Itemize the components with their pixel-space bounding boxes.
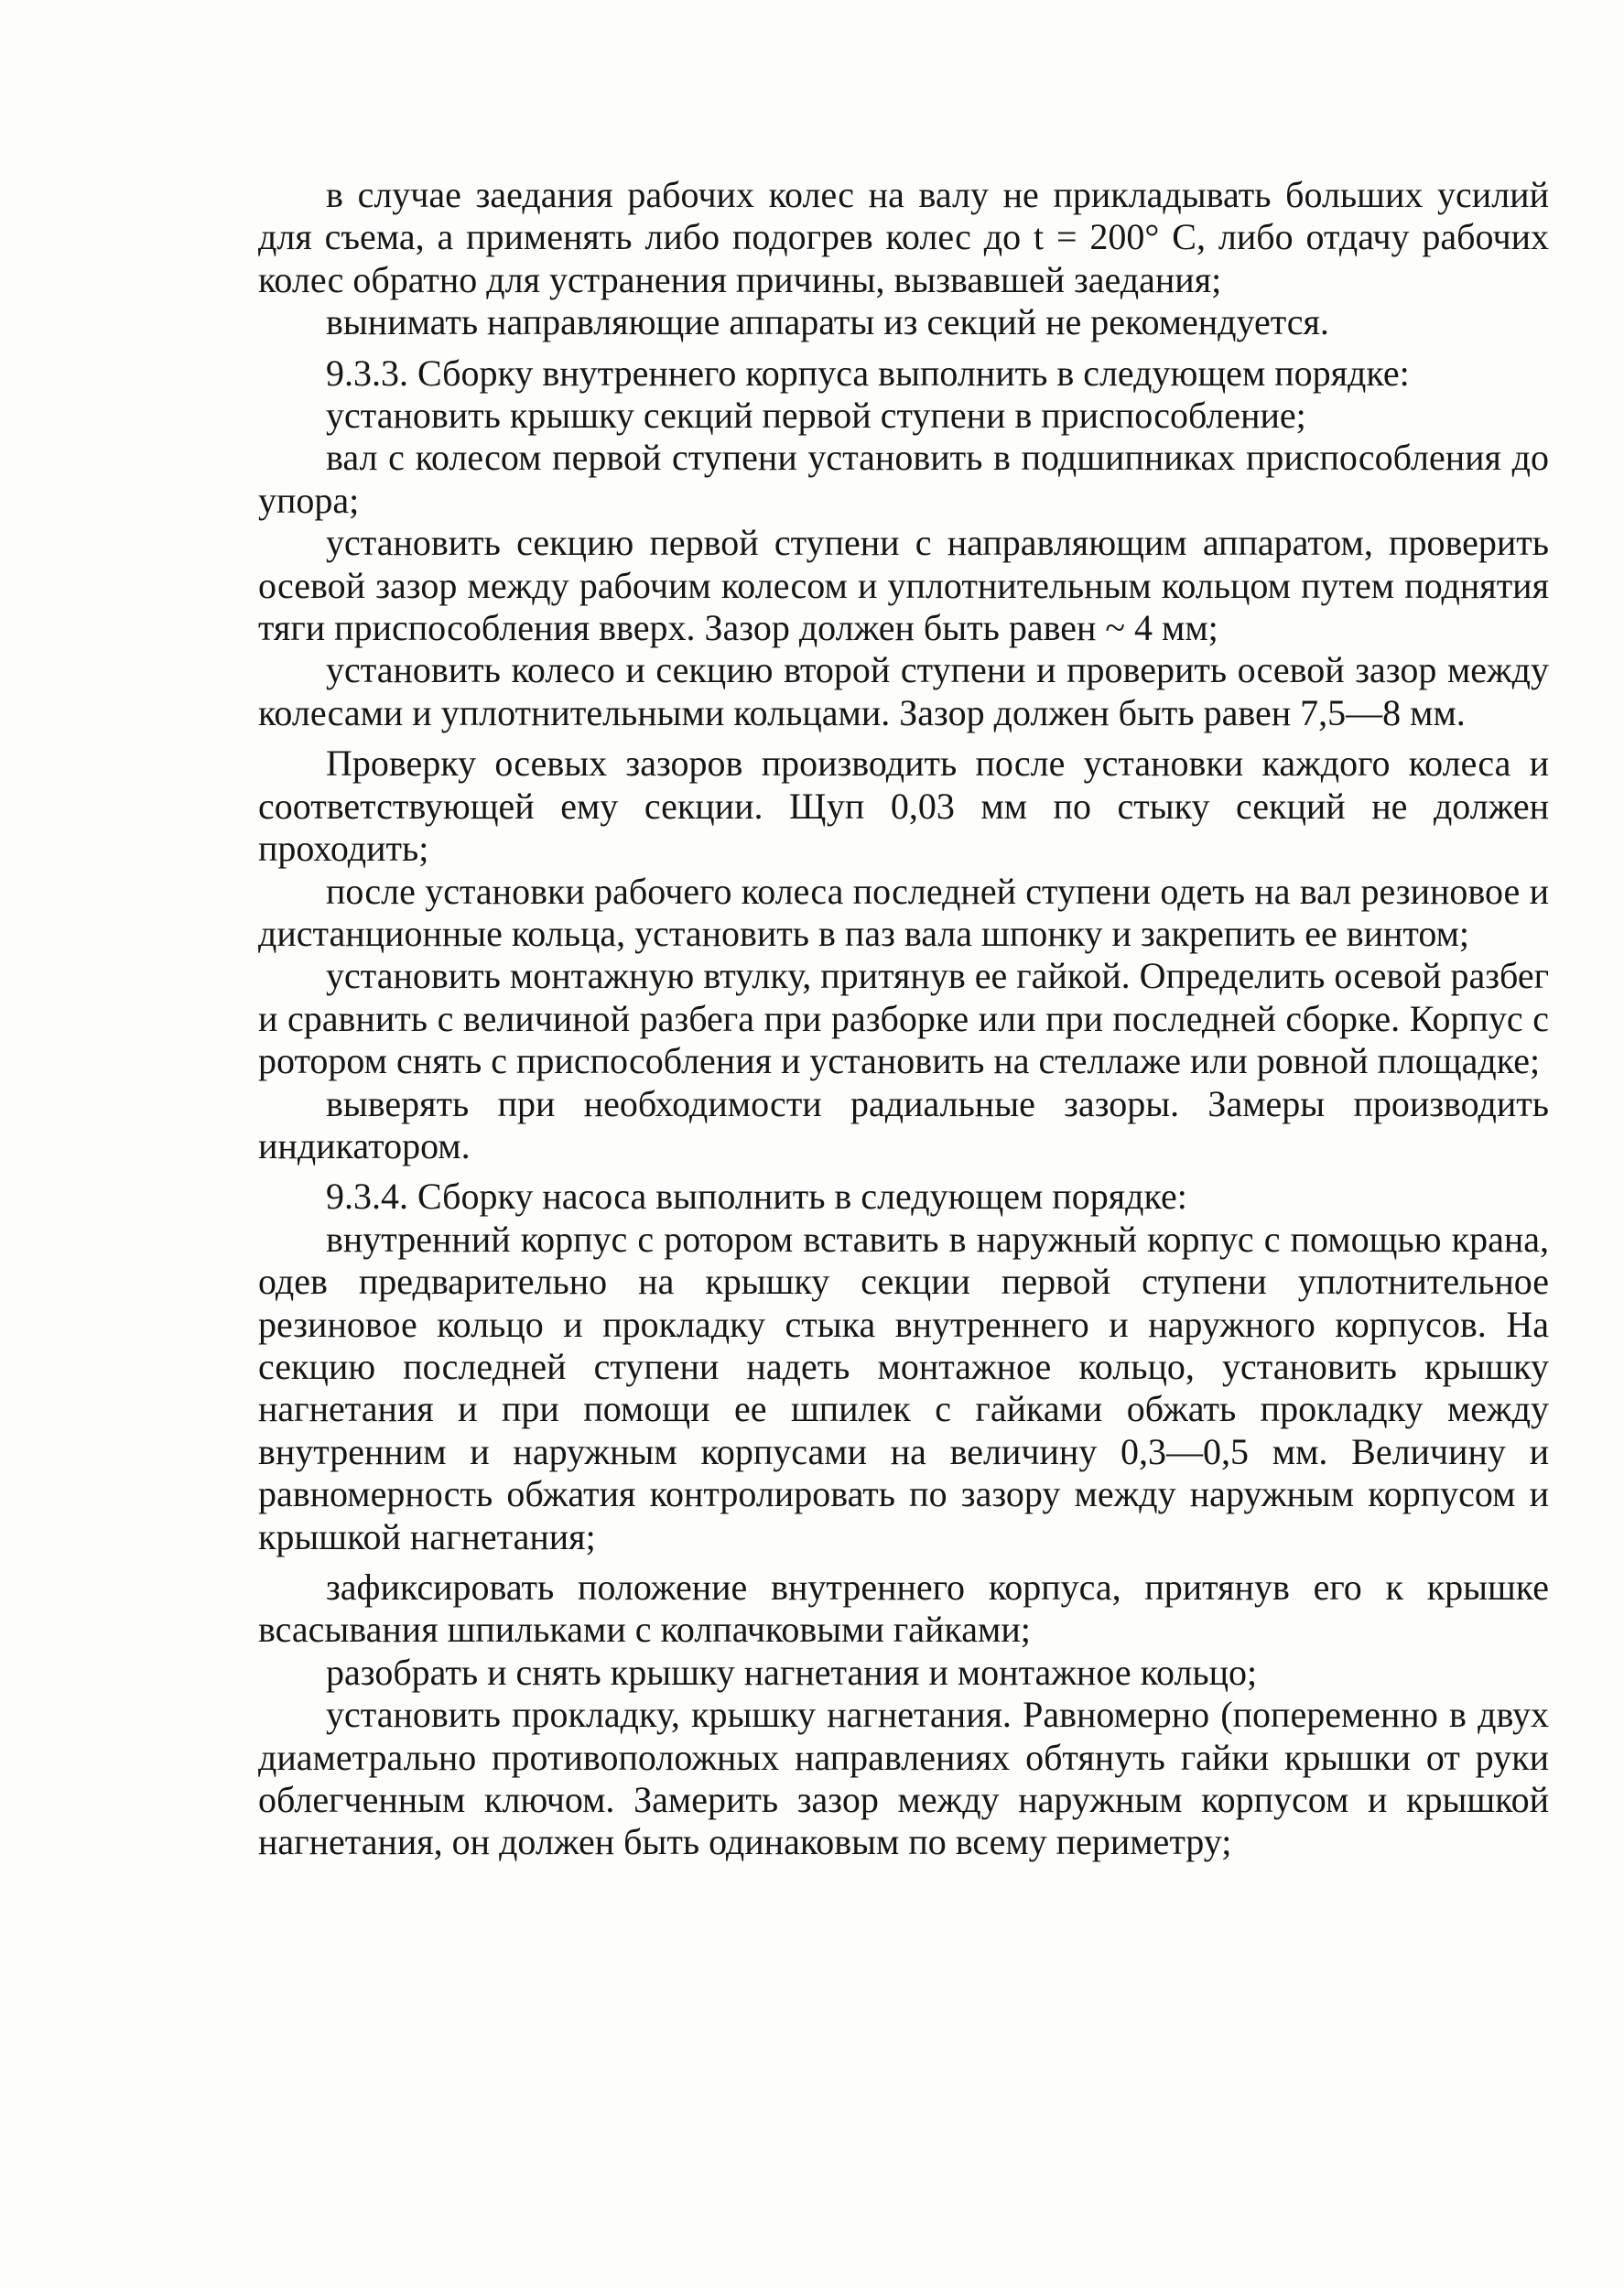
paragraph-15: разобрать и снять крышку нагнетания и монтажное кольцо; [326, 1651, 1258, 1693]
paragraph-14: зафиксировать положение внутреннего корпуса, притянув его к крышке всасывания шпильками с колпачковыми гайками; [258, 1567, 1549, 1651]
paragraph-3-section-9-3-3: 9.3.3. Сборку внутреннего корпуса выполнить в следующем порядке: [326, 352, 1410, 394]
paragraph-9: после установки рабочего колеса последней ступени одеть на вал резиновое и дистанционные кольца, установить в паз вала шпонку и закрепить ее винтом; [258, 870, 1549, 954]
body-text [258, 174, 1549, 1864]
paragraph-1: в случае заедания рабочих колес на валу не прикладывать больших усилий для съема, а применять либо подогрев колес до t = 200° С, либо отдачу рабочих колес обратно для устранения причины, вызвавшей заедания; [258, 174, 1549, 300]
paragraph-8: Проверку осевых зазоров производить после установки каждого колеса и соответствующей ему секции. Щуп 0,03 мм по стыку секций не должен проходить; [258, 743, 1549, 870]
paragraph-4: установить крышку секций первой ступени в приспособление; [326, 395, 1306, 437]
paragraph-7: установить колесо и секцию второй ступени и проверить осевой зазор между колесами и уплотнительными кольцами. Зазор должен быть равен 7,5—8 мм. [258, 649, 1549, 733]
paragraph-11: выверять при необходимости радиальные зазоры. Замеры производить индикатором. [258, 1082, 1549, 1166]
paragraph-16: установить прокладку, крышку нагнетания. Равномерно (попеременно в двух диаметрально противоположных направлениях обтянуть гайки крышки от руки облегченным ключом. Замерить зазор между наружным корпусом и крышкой нагнетания, он должен быть одинаковым по всему периметру; [258, 1694, 1549, 1863]
paragraph-6: установить секцию первой ступени с направляющим аппаратом, проверить осевой зазор между рабочим колесом и уплотнительным кольцом путем поднятия тяги приспособления вверх. Зазор должен быть равен ~ 4 мм; [258, 522, 1549, 649]
paragraph-13: внутренний корпус с ротором вставить в наружный корпус с помощью крана, одев предварительно на крышку секции первой ступени уплотнительное резиновое кольцо и прокладку стыка внутреннего и наружного корпусов. На секцию последней ступени надеть монтажное кольцо, установить крышку нагнетания и при помощи ее шпилек с гайками обжать прокладку между внутренним и наружным корпусами на величину 0,3—0,5 мм. Величину и равномерность обжатия контролировать по зазору между наружным корпусом и крышкой нагнетания; [258, 1218, 1549, 1557]
paragraph-10: установить монтажную втулку, притянув ее гайкой. Определить осевой разбег и сравнить с величиной разбега при разборке или при последней сборке. Корпус с ротором снять с приспособления и установить на стеллаже или ровной площадке; [258, 955, 1549, 1082]
paragraph-12-section-9-3-4: 9.3.4. Сборку насоса выполнить в следующем порядке: [326, 1176, 1187, 1218]
paragraph-5: вал с колесом первой ступени установить в подшипниках приспособления до упора; [258, 437, 1549, 521]
paragraph-2: вынимать направляющие аппараты из секций не рекомендуется. [326, 301, 1329, 343]
